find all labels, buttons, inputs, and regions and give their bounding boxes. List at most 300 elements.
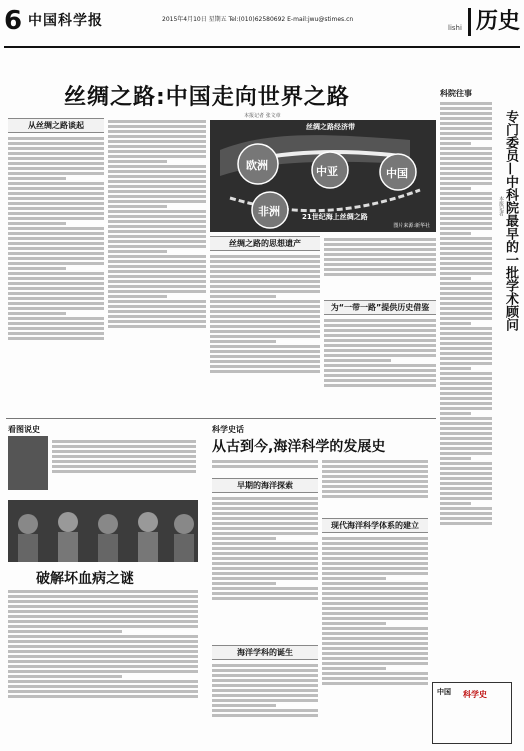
text-line <box>440 492 492 495</box>
text-line <box>210 305 320 308</box>
text-line <box>212 507 318 510</box>
text-line <box>440 437 492 440</box>
text-line <box>8 690 198 693</box>
section-name: 历史 <box>475 8 520 34</box>
text-line <box>8 675 122 678</box>
column-corner-title: 科院往事 <box>440 89 472 98</box>
text-line <box>322 577 386 580</box>
subhead-2: 丝绸之路的思想遗产 <box>210 236 320 251</box>
text-line <box>324 354 436 357</box>
text-line <box>8 162 104 165</box>
text-line <box>440 427 492 430</box>
text-line <box>108 255 206 258</box>
text-line <box>212 572 318 575</box>
text-line <box>324 253 436 256</box>
text-line <box>440 497 492 500</box>
text-line <box>108 250 167 253</box>
text-line <box>440 327 492 330</box>
text-line <box>322 567 428 570</box>
text-line <box>440 512 492 515</box>
text-line <box>212 664 318 667</box>
text-line <box>108 180 206 183</box>
text-line <box>440 172 492 175</box>
text-line <box>322 657 428 660</box>
text-line <box>8 247 104 250</box>
text-line <box>8 192 104 195</box>
kanshi-label: 看图说史 <box>8 425 40 434</box>
text-line <box>324 359 391 362</box>
text-line <box>440 507 492 510</box>
text-line <box>8 635 198 638</box>
main-column-1 <box>8 118 104 425</box>
text-line <box>440 277 471 280</box>
text-line <box>440 267 492 270</box>
map-label-maritime: 21世纪海上丝绸之路 <box>302 213 368 221</box>
text-line <box>440 442 492 445</box>
text-line <box>108 195 206 198</box>
text-line <box>108 160 167 163</box>
text-line <box>108 225 206 228</box>
text-line <box>210 300 320 303</box>
text-line <box>108 165 206 168</box>
text-line <box>324 258 436 261</box>
text-line <box>212 465 318 468</box>
text-line <box>52 470 196 473</box>
text-line <box>8 237 104 240</box>
text-line <box>108 320 206 323</box>
text-line <box>440 157 492 160</box>
text-line <box>440 177 492 180</box>
text-line <box>212 562 318 565</box>
text-line <box>8 292 104 295</box>
text-line <box>108 170 206 173</box>
text-line <box>440 212 492 215</box>
photo-graphic <box>8 500 198 562</box>
text-line <box>212 674 318 677</box>
text-line <box>210 355 320 358</box>
dateline: 2015年4月10日 星期五 Tel:(010)62580692 E-mail:jwu@stimes.cn <box>162 16 354 23</box>
text-line <box>440 287 492 290</box>
text-line <box>8 282 104 285</box>
text-line <box>440 222 492 225</box>
main-column-4 <box>324 236 436 417</box>
text-line <box>440 317 492 320</box>
text-line <box>440 302 492 305</box>
subhead-3: 为“一带一路”提供历史借鉴 <box>324 300 436 315</box>
text-line <box>8 137 104 140</box>
text-line <box>212 592 318 595</box>
body-text <box>322 535 428 745</box>
text-line <box>210 340 276 343</box>
text-line <box>8 157 104 160</box>
text-line <box>8 337 104 340</box>
text-line <box>322 547 428 550</box>
map-node-china: 中国 <box>386 167 408 180</box>
left-headline: 破解坏血病之谜 <box>36 571 134 587</box>
text-line <box>212 582 276 585</box>
text-line <box>8 202 104 205</box>
text-line <box>440 262 492 265</box>
text-line <box>324 273 436 276</box>
text-line <box>52 440 196 443</box>
text-line <box>322 632 428 635</box>
text-line <box>322 542 428 545</box>
text-line <box>322 662 428 665</box>
text-line <box>440 482 492 485</box>
text-line <box>108 315 206 318</box>
text-line <box>8 695 198 698</box>
text-line <box>8 312 66 315</box>
text-line <box>440 357 492 360</box>
text-line <box>440 387 492 390</box>
text-line <box>52 460 196 463</box>
text-line <box>8 307 104 310</box>
text-line <box>324 364 436 367</box>
text-line <box>324 379 436 382</box>
text-line <box>440 472 492 475</box>
page-number: 6 <box>4 6 23 36</box>
text-line <box>440 137 492 140</box>
text-line <box>440 332 492 335</box>
text-line <box>212 587 318 590</box>
text-line <box>322 552 428 555</box>
text-line <box>108 135 206 138</box>
text-line <box>322 485 428 488</box>
text-line <box>440 237 492 240</box>
text-line <box>108 220 206 223</box>
text-line <box>8 217 104 220</box>
text-line <box>108 120 206 123</box>
text-line <box>212 689 318 692</box>
center-subhead-1: 早期的海洋探索 <box>212 478 318 493</box>
text-line <box>212 502 318 505</box>
historic-photo <box>8 500 198 562</box>
text-line <box>440 367 471 370</box>
text-line <box>322 480 428 483</box>
text-line <box>52 455 196 458</box>
text-line <box>210 290 320 293</box>
text-line <box>210 315 320 318</box>
text-line <box>440 122 492 125</box>
text-line <box>322 642 428 645</box>
text-line <box>8 262 104 265</box>
text-line <box>440 142 471 145</box>
section-label <box>448 4 520 38</box>
text-line <box>440 182 492 185</box>
body-text <box>210 253 320 423</box>
text-line <box>8 332 104 335</box>
body-text <box>322 458 428 518</box>
text-line <box>440 342 492 345</box>
text-line <box>210 330 320 333</box>
text-line <box>440 187 471 190</box>
text-line <box>440 147 492 150</box>
text-line <box>322 617 428 620</box>
text-line <box>322 667 386 670</box>
map-node-europe: 欧洲 <box>246 159 268 172</box>
text-line <box>8 182 104 185</box>
text-line <box>324 349 436 352</box>
text-line <box>108 285 206 288</box>
text-line <box>440 307 492 310</box>
thumbnail-captions <box>52 438 196 488</box>
text-line <box>324 324 436 327</box>
text-line <box>8 615 198 618</box>
text-line <box>440 412 471 415</box>
text-line <box>322 622 386 625</box>
kexue-label: 科学史话 <box>212 425 244 434</box>
text-line <box>322 652 428 655</box>
text-line <box>440 152 492 155</box>
text-line <box>210 360 320 363</box>
text-line <box>440 467 492 470</box>
text-line <box>440 402 492 405</box>
text-line <box>212 694 318 697</box>
text-line <box>440 517 492 520</box>
text-line <box>108 230 206 233</box>
section-pinyin: lishi <box>448 24 462 32</box>
text-line <box>440 457 471 460</box>
text-line <box>8 302 104 305</box>
text-line <box>108 145 206 148</box>
text-line <box>440 372 492 375</box>
text-line <box>8 645 198 648</box>
text-line <box>108 155 206 158</box>
text-line <box>8 660 198 663</box>
text-line <box>8 142 104 145</box>
text-line <box>210 265 320 268</box>
text-line <box>212 714 318 717</box>
text-line <box>8 207 104 210</box>
text-line <box>324 369 436 372</box>
text-line <box>322 582 428 585</box>
text-line <box>322 597 428 600</box>
text-line <box>440 352 492 355</box>
text-line <box>440 432 492 435</box>
text-line <box>440 132 492 135</box>
text-line <box>212 684 318 687</box>
text-line <box>322 465 428 468</box>
text-line <box>324 334 436 337</box>
text-line <box>440 127 492 130</box>
text-line <box>440 297 492 300</box>
text-line <box>108 270 206 273</box>
text-line <box>440 227 492 230</box>
text-line <box>440 477 492 480</box>
text-line <box>324 374 436 377</box>
text-line <box>108 305 206 308</box>
text-line <box>324 268 436 271</box>
text-line <box>108 295 167 298</box>
text-line <box>8 327 104 330</box>
right-column-text <box>440 100 492 700</box>
text-line <box>440 112 492 115</box>
text-line <box>108 310 206 313</box>
text-line <box>108 240 206 243</box>
promo-box <box>432 682 512 744</box>
text-line <box>212 537 276 540</box>
text-line <box>440 322 471 325</box>
text-line <box>8 600 198 603</box>
main-byline: 本报记者 张文章 <box>244 113 281 119</box>
text-line <box>322 612 428 615</box>
text-line <box>8 640 198 643</box>
text-line <box>322 627 428 630</box>
text-line <box>210 275 320 278</box>
text-line <box>108 125 206 128</box>
text-line <box>324 319 436 322</box>
text-line <box>8 187 104 190</box>
text-line <box>210 335 320 338</box>
text-line <box>322 562 428 565</box>
text-line <box>8 297 104 300</box>
text-line <box>108 205 167 208</box>
text-line <box>322 637 428 640</box>
text-line <box>212 512 318 515</box>
text-line <box>8 655 198 658</box>
text-line <box>440 452 492 455</box>
text-line <box>108 325 206 328</box>
text-line <box>440 487 492 490</box>
text-line <box>324 329 436 332</box>
body-text <box>8 135 104 425</box>
paper-name: 中国科学报 <box>28 13 103 29</box>
text-line <box>322 537 428 540</box>
text-line <box>322 607 428 610</box>
text-line <box>322 677 428 680</box>
section-rule <box>6 418 436 419</box>
text-line <box>212 517 318 520</box>
text-line <box>210 270 320 273</box>
text-line <box>8 242 104 245</box>
text-line <box>212 679 318 682</box>
thumbnail-strip <box>8 436 198 494</box>
text-line <box>212 527 318 530</box>
text-line <box>212 460 318 463</box>
text-line <box>108 275 206 278</box>
text-line <box>440 162 492 165</box>
left-body-text <box>8 588 198 744</box>
promo-box-b: 科学史 <box>463 689 487 699</box>
text-line <box>440 347 492 350</box>
text-line <box>212 577 318 580</box>
center-subhead-3: 海洋学科的诞生 <box>212 645 318 660</box>
text-line <box>8 605 198 608</box>
text-line <box>324 384 436 387</box>
main-column-2 <box>108 118 206 418</box>
text-line <box>322 460 428 463</box>
text-line <box>322 470 428 473</box>
text-line <box>210 295 276 298</box>
text-line <box>322 495 428 498</box>
text-line <box>108 215 206 218</box>
text-line <box>212 704 276 707</box>
text-line <box>210 255 320 258</box>
text-line <box>324 248 436 251</box>
text-line <box>322 475 428 478</box>
text-line <box>212 552 318 555</box>
text-line <box>8 590 198 593</box>
vertical-author: 本报记者 <box>498 196 504 216</box>
text-line <box>440 407 492 410</box>
text-line <box>108 140 206 143</box>
text-line <box>52 465 196 468</box>
text-line <box>440 197 492 200</box>
text-line <box>324 263 436 266</box>
text-line <box>8 257 104 260</box>
text-line <box>108 260 206 263</box>
text-line <box>212 532 318 535</box>
text-line <box>210 345 320 348</box>
masthead <box>4 4 520 48</box>
vertical-headline: 专门委员—中科院最早的一批学术顾问 <box>503 110 518 331</box>
text-line <box>210 280 320 283</box>
text-line <box>210 365 320 368</box>
text-line <box>440 397 492 400</box>
text-line <box>322 647 428 650</box>
text-line <box>440 202 492 205</box>
text-line <box>440 447 492 450</box>
body-text <box>212 495 318 645</box>
text-line <box>440 362 492 365</box>
text-line <box>212 669 318 672</box>
text-line <box>108 150 206 153</box>
center-headline: 从古到今,海洋科学的发展史 <box>212 439 386 455</box>
text-line <box>440 377 492 380</box>
map-caption: 图片来源:新华社 <box>393 223 430 229</box>
text-line <box>108 210 206 213</box>
text-line <box>52 450 196 453</box>
text-line <box>322 672 428 675</box>
thumbnail-image <box>8 436 48 490</box>
text-line <box>8 212 104 215</box>
map-node-central-asia: 中亚 <box>316 165 338 178</box>
text-line <box>8 272 104 275</box>
section-bar <box>468 8 471 36</box>
text-line <box>8 222 66 225</box>
text-line <box>8 152 104 155</box>
text-line <box>440 272 492 275</box>
text-line <box>108 190 206 193</box>
map-node-africa: 非洲 <box>258 205 280 218</box>
text-line <box>8 610 198 613</box>
text-line <box>212 709 318 712</box>
center-subhead-2: 现代海洋科学体系的建立 <box>322 518 428 533</box>
text-line <box>440 102 492 105</box>
text-line <box>440 282 492 285</box>
center-column-1 <box>212 458 318 742</box>
text-line <box>108 265 206 268</box>
text-line <box>212 567 318 570</box>
text-line <box>210 310 320 313</box>
text-line <box>8 287 104 290</box>
text-line <box>8 317 104 320</box>
text-line <box>324 344 436 347</box>
text-line <box>440 522 492 525</box>
text-line <box>8 650 198 653</box>
text-line <box>440 292 492 295</box>
text-line <box>108 290 206 293</box>
text-line <box>440 337 492 340</box>
text-line <box>322 587 428 590</box>
silk-road-map <box>210 120 436 232</box>
promo-box-a: 中国 <box>437 688 451 696</box>
map-label-belt: 丝绸之路经济带 <box>306 123 355 131</box>
text-line <box>440 247 492 250</box>
text-line <box>8 227 104 230</box>
text-line <box>108 175 206 178</box>
text-line <box>108 130 206 133</box>
